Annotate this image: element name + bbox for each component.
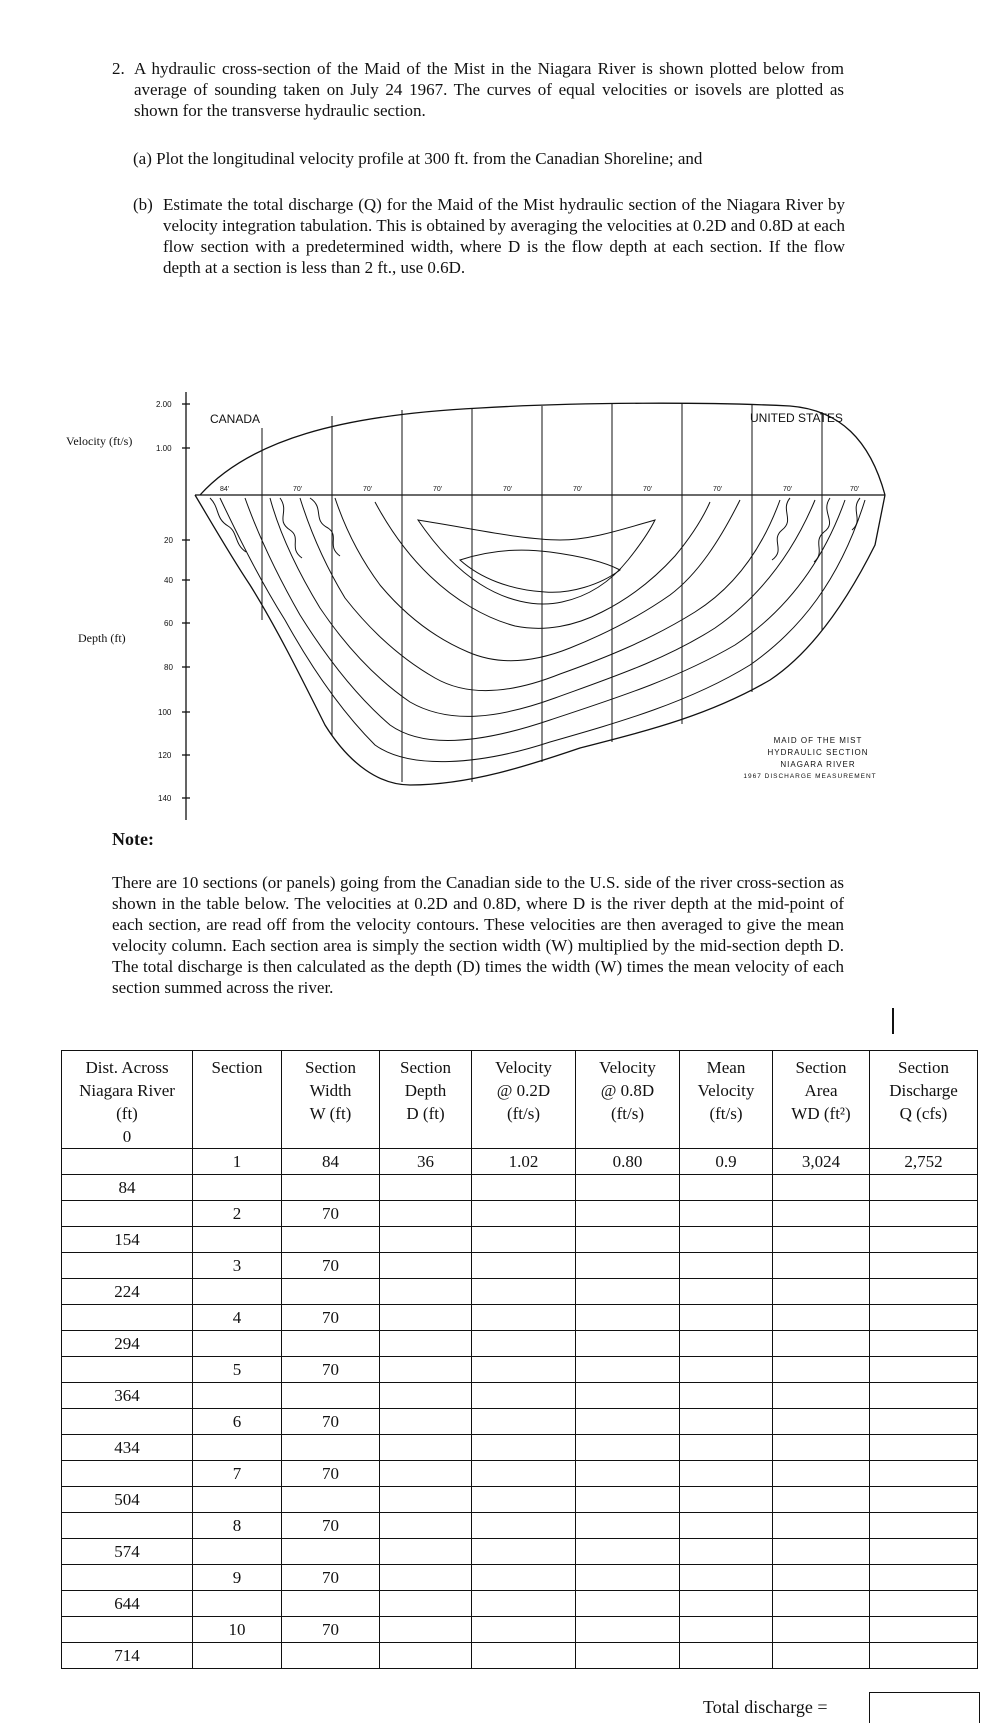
width-mark: 70'	[433, 486, 443, 493]
empty-cell[interactable]	[870, 1539, 978, 1565]
empty-cell[interactable]	[773, 1539, 870, 1565]
empty-cell[interactable]	[870, 1383, 978, 1409]
empty-cell[interactable]	[472, 1175, 576, 1201]
distance-row	[62, 1331, 978, 1357]
distance-cell: 154	[62, 1227, 193, 1253]
empty-cell[interactable]	[680, 1539, 773, 1565]
depth-tick: 20	[164, 536, 173, 545]
total-discharge-input[interactable]	[869, 1692, 980, 1723]
empty-cell[interactable]	[680, 1591, 773, 1617]
distance-cell: 434	[62, 1435, 193, 1461]
section-dividers	[262, 403, 822, 782]
caption-line: 1967 DISCHARGE MEASUREMENT	[743, 773, 877, 780]
velocity-02-cell[interactable]	[472, 1305, 576, 1331]
distance-cell-empty	[62, 1461, 193, 1487]
empty-cell[interactable]	[282, 1175, 380, 1201]
distance-cell: 504	[62, 1487, 193, 1513]
section-width-cell[interactable]: 70	[282, 1253, 380, 1279]
section-number-cell[interactable]: 10	[193, 1617, 282, 1643]
empty-cell[interactable]	[380, 1487, 472, 1513]
empty-cell[interactable]	[576, 1643, 680, 1669]
distance-cell-empty	[62, 1565, 193, 1591]
section-depth-cell[interactable]	[380, 1461, 472, 1487]
empty-cell[interactable]	[193, 1175, 282, 1201]
distance-cell: 714	[62, 1643, 193, 1669]
distance-cell-empty	[62, 1253, 193, 1279]
section-depth-cell[interactable]	[380, 1617, 472, 1643]
empty-cell[interactable]	[193, 1227, 282, 1253]
empty-cell[interactable]	[680, 1279, 773, 1305]
empty-cell[interactable]	[380, 1175, 472, 1201]
section-row	[62, 1513, 978, 1539]
question-part-b	[133, 194, 845, 278]
velocity-08-cell[interactable]	[576, 1617, 680, 1643]
section-number-cell[interactable]: 8	[193, 1513, 282, 1539]
section-width-cell[interactable]: 84	[282, 1149, 380, 1175]
section-row	[62, 1617, 978, 1643]
velocity-02-cell[interactable]	[472, 1201, 576, 1227]
empty-cell[interactable]	[380, 1643, 472, 1669]
distance-cell-empty	[62, 1513, 193, 1539]
isovel-contours	[210, 498, 865, 762]
empty-cell[interactable]	[576, 1435, 680, 1461]
canada-label: CANADA	[210, 412, 261, 426]
section-row	[62, 1409, 978, 1435]
caption-line: HYDRAULIC SECTION	[767, 748, 869, 757]
question-part-a: (a) Plot the longitudinal velocity profile at 300 ft. from the Canadian Shoreline; and	[133, 149, 703, 168]
empty-cell[interactable]	[870, 1591, 978, 1617]
section-row	[62, 1461, 978, 1487]
velocity-02-cell[interactable]	[472, 1565, 576, 1591]
distance-row	[62, 1227, 978, 1253]
header-area: Section Area WD (ft²)	[773, 1051, 870, 1149]
section-width-cell[interactable]: 70	[282, 1565, 380, 1591]
section-depth-cell[interactable]	[380, 1305, 472, 1331]
empty-cell[interactable]	[870, 1435, 978, 1461]
velocity-08-cell[interactable]	[576, 1253, 680, 1279]
velocity-08-cell[interactable]	[576, 1409, 680, 1435]
empty-cell[interactable]	[576, 1539, 680, 1565]
empty-cell[interactable]	[680, 1175, 773, 1201]
section-depth-cell[interactable]	[380, 1565, 472, 1591]
empty-cell[interactable]	[472, 1643, 576, 1669]
question-part-b-label: (b)	[133, 195, 153, 214]
distance-cell: 294	[62, 1331, 193, 1357]
section-area-cell[interactable]	[773, 1565, 870, 1591]
mean-velocity-cell[interactable]: 0.9	[680, 1149, 773, 1175]
axis-tick-labels	[156, 400, 173, 803]
velocity-tick: 1.00	[156, 444, 172, 453]
section-row	[62, 1357, 978, 1383]
hydraulic-cross-section-figure	[150, 380, 900, 820]
section-discharge-cell[interactable]	[870, 1513, 978, 1539]
empty-cell[interactable]	[870, 1643, 978, 1669]
depth-tick: 100	[158, 708, 172, 717]
mean-velocity-cell[interactable]	[680, 1253, 773, 1279]
section-discharge-cell[interactable]	[870, 1305, 978, 1331]
section-area-cell[interactable]	[773, 1253, 870, 1279]
header-width: Section Width W (ft)	[282, 1051, 380, 1149]
empty-cell[interactable]	[380, 1591, 472, 1617]
velocity-08-cell[interactable]	[576, 1305, 680, 1331]
distance-row	[62, 1487, 978, 1513]
section-area-cell[interactable]	[773, 1513, 870, 1539]
empty-cell[interactable]	[380, 1435, 472, 1461]
empty-cell[interactable]	[680, 1383, 773, 1409]
section-area-cell[interactable]: 3,024	[773, 1149, 870, 1175]
width-mark: 84'	[220, 486, 230, 493]
distance-cell: 0	[122, 1127, 132, 1146]
section-depth-cell[interactable]	[380, 1357, 472, 1383]
empty-cell[interactable]	[680, 1643, 773, 1669]
velocity-tick: 2.00	[156, 400, 172, 409]
distance-cell-empty	[62, 1409, 193, 1435]
section-row	[62, 1565, 978, 1591]
mean-velocity-cell[interactable]	[680, 1305, 773, 1331]
distance-row	[62, 1435, 978, 1461]
section-depth-cell[interactable]	[380, 1201, 472, 1227]
mean-velocity-cell[interactable]	[680, 1565, 773, 1591]
note-heading: Note:	[112, 829, 154, 849]
empty-cell[interactable]	[576, 1383, 680, 1409]
depth-tick: 140	[158, 794, 172, 803]
empty-cell[interactable]	[773, 1435, 870, 1461]
section-discharge-cell[interactable]	[870, 1461, 978, 1487]
distance-row	[62, 1591, 978, 1617]
velocity-02-cell[interactable]	[472, 1461, 576, 1487]
distance-cell-empty	[62, 1357, 193, 1383]
section-depth-cell[interactable]	[380, 1409, 472, 1435]
section-width-cell[interactable]: 70	[282, 1201, 380, 1227]
distance-row	[62, 1175, 978, 1201]
distance-row	[62, 1643, 978, 1669]
header-depth: Section Depth D (ft)	[380, 1051, 472, 1149]
section-width-cell[interactable]: 70	[282, 1617, 380, 1643]
united-states-label: UNITED STATES	[750, 411, 843, 425]
empty-cell[interactable]	[472, 1383, 576, 1409]
empty-cell[interactable]	[576, 1591, 680, 1617]
note-text: There are 10 sections (or panels) going from the Canadian side to the U.S. side of the river cross-section as shown in the table below. The velocities at 0.2D and 0.8D, where D is the river depth at the mid-point of each section, are read off from the velocity contours. These velocities are then averaged to give the mean velocity column. Each section area is simply the section width (W) multiplied by the mid-section depth D. The total discharge is then calculated as the depth (D) times the width (W) times the mean velocity of each section summed across the river.	[112, 873, 844, 997]
section-area-cell[interactable]	[773, 1201, 870, 1227]
empty-cell[interactable]	[380, 1227, 472, 1253]
caption-line: NIAGARA RIVER	[780, 760, 856, 769]
velocity-08-cell[interactable]	[576, 1357, 680, 1383]
section-width-cell[interactable]: 70	[282, 1305, 380, 1331]
empty-cell[interactable]	[282, 1331, 380, 1357]
mean-velocity-cell[interactable]	[680, 1513, 773, 1539]
width-mark: 70'	[293, 486, 303, 493]
empty-cell[interactable]	[282, 1643, 380, 1669]
question-intro	[112, 58, 844, 121]
section-row	[62, 1149, 978, 1175]
section-discharge-cell[interactable]	[870, 1617, 978, 1643]
mean-velocity-cell[interactable]	[680, 1409, 773, 1435]
distance-cell: 224	[62, 1279, 193, 1305]
section-number-cell[interactable]: 5	[193, 1357, 282, 1383]
distance-row	[62, 1279, 978, 1305]
velocity-02-cell[interactable]	[472, 1409, 576, 1435]
empty-cell[interactable]	[193, 1331, 282, 1357]
empty-cell[interactable]	[380, 1279, 472, 1305]
velocity-02-cell[interactable]	[472, 1617, 576, 1643]
velocity-08-cell[interactable]	[576, 1461, 680, 1487]
section-discharge-cell[interactable]	[870, 1409, 978, 1435]
empty-cell[interactable]	[773, 1227, 870, 1253]
section-row	[62, 1305, 978, 1331]
empty-cell[interactable]	[870, 1227, 978, 1253]
depth-tick: 40	[164, 576, 173, 585]
width-mark: 70'	[713, 486, 723, 493]
velocity-08-cell[interactable]	[576, 1565, 680, 1591]
section-depth-cell[interactable]	[380, 1513, 472, 1539]
empty-cell[interactable]	[773, 1331, 870, 1357]
section-number-cell[interactable]: 1	[193, 1149, 282, 1175]
section-discharge-cell[interactable]	[870, 1565, 978, 1591]
section-width-cell[interactable]: 70	[282, 1461, 380, 1487]
section-depth-cell[interactable]: 36	[380, 1149, 472, 1175]
distance-cell-empty	[62, 1201, 193, 1227]
empty-cell[interactable]	[380, 1539, 472, 1565]
text-cursor	[892, 1008, 894, 1034]
empty-cell[interactable]	[773, 1643, 870, 1669]
distance-cell: 364	[62, 1383, 193, 1409]
empty-cell[interactable]	[576, 1175, 680, 1201]
section-area-cell[interactable]	[773, 1305, 870, 1331]
velocity-axis-label: Velocity (ft/s)	[66, 434, 133, 448]
velocity-08-cell[interactable]	[576, 1201, 680, 1227]
question-number: 2.	[112, 59, 125, 78]
section-number-cell[interactable]: 2	[193, 1201, 282, 1227]
header-velocity-02: Velocity @ 0.2D (ft/s)	[472, 1051, 576, 1149]
section-row	[62, 1253, 978, 1279]
empty-cell[interactable]	[193, 1435, 282, 1461]
section-discharge-cell[interactable]	[870, 1201, 978, 1227]
mean-velocity-cell[interactable]	[680, 1357, 773, 1383]
depth-axis-label: Depth (ft)	[78, 631, 126, 645]
width-mark: 70'	[850, 486, 860, 493]
empty-cell[interactable]	[282, 1279, 380, 1305]
empty-cell[interactable]	[472, 1279, 576, 1305]
empty-cell[interactable]	[870, 1175, 978, 1201]
empty-cell[interactable]	[282, 1435, 380, 1461]
distance-cell-empty	[62, 1149, 193, 1175]
empty-cell[interactable]	[193, 1487, 282, 1513]
empty-cell[interactable]	[680, 1331, 773, 1357]
depth-tick: 120	[158, 751, 172, 760]
velocity-02-cell[interactable]: 1.02	[472, 1149, 576, 1175]
distance-row	[62, 1539, 978, 1565]
section-area-cell[interactable]	[773, 1617, 870, 1643]
empty-cell[interactable]	[576, 1279, 680, 1305]
empty-cell[interactable]	[870, 1487, 978, 1513]
mean-velocity-cell[interactable]	[680, 1201, 773, 1227]
velocity-08-cell[interactable]	[576, 1513, 680, 1539]
empty-cell[interactable]	[576, 1487, 680, 1513]
header-distance: Dist. Across Niagara River (ft) 0	[62, 1051, 193, 1149]
section-area-cell[interactable]	[773, 1409, 870, 1435]
empty-cell[interactable]	[680, 1487, 773, 1513]
distance-cell-empty	[62, 1305, 193, 1331]
velocity-02-cell[interactable]	[472, 1253, 576, 1279]
section-width-cell[interactable]: 70	[282, 1409, 380, 1435]
section-width-cell[interactable]: 70	[282, 1513, 380, 1539]
empty-cell[interactable]	[680, 1227, 773, 1253]
section-area-cell[interactable]	[773, 1461, 870, 1487]
distance-cell: 84	[62, 1175, 193, 1201]
empty-cell[interactable]	[680, 1435, 773, 1461]
empty-cell[interactable]	[193, 1279, 282, 1305]
empty-cell[interactable]	[193, 1643, 282, 1669]
discharge-table	[61, 1050, 978, 1669]
width-mark: 70'	[573, 486, 583, 493]
empty-cell[interactable]	[576, 1227, 680, 1253]
empty-cell[interactable]	[870, 1331, 978, 1357]
depth-tick: 80	[164, 663, 173, 672]
width-mark: 70'	[363, 486, 373, 493]
empty-cell[interactable]	[472, 1435, 576, 1461]
empty-cell[interactable]	[472, 1487, 576, 1513]
distance-cell-empty	[62, 1617, 193, 1643]
empty-cell[interactable]	[193, 1383, 282, 1409]
empty-cell[interactable]	[472, 1227, 576, 1253]
section-discharge-cell[interactable]	[870, 1357, 978, 1383]
empty-cell[interactable]	[773, 1383, 870, 1409]
total-discharge-label: Total discharge =	[703, 1697, 828, 1717]
empty-cell[interactable]	[380, 1331, 472, 1357]
caption-line: MAID OF THE MIST	[773, 736, 863, 745]
depth-tick: 60	[164, 619, 173, 628]
mean-velocity-cell[interactable]	[680, 1461, 773, 1487]
distance-cell: 574	[62, 1539, 193, 1565]
figure-caption	[743, 736, 876, 780]
width-mark: 70'	[503, 486, 513, 493]
header-section: Section	[193, 1051, 282, 1149]
header-mean-velocity: Mean Velocity (ft/s)	[680, 1051, 773, 1149]
width-mark: 70'	[643, 486, 653, 493]
header-discharge: Section Discharge Q (cfs)	[870, 1051, 978, 1149]
empty-cell[interactable]	[282, 1487, 380, 1513]
empty-cell[interactable]	[472, 1331, 576, 1357]
empty-cell[interactable]	[773, 1175, 870, 1201]
empty-cell[interactable]	[870, 1279, 978, 1305]
empty-cell[interactable]	[193, 1591, 282, 1617]
empty-cell[interactable]	[773, 1487, 870, 1513]
section-discharge-cell[interactable]: 2,752	[870, 1149, 978, 1175]
empty-cell[interactable]	[282, 1539, 380, 1565]
section-width-marks	[220, 486, 859, 493]
empty-cell[interactable]	[773, 1279, 870, 1305]
table-header-row	[62, 1051, 978, 1149]
empty-cell[interactable]	[773, 1591, 870, 1617]
section-number-cell[interactable]: 3	[193, 1253, 282, 1279]
mean-velocity-cell[interactable]	[680, 1617, 773, 1643]
empty-cell[interactable]	[282, 1591, 380, 1617]
empty-cell[interactable]	[282, 1383, 380, 1409]
distance-cell: 644	[62, 1591, 193, 1617]
section-number-cell[interactable]: 6	[193, 1409, 282, 1435]
empty-cell[interactable]	[282, 1227, 380, 1253]
empty-cell[interactable]	[380, 1383, 472, 1409]
header-velocity-08: Velocity @ 0.8D (ft/s)	[576, 1051, 680, 1149]
empty-cell[interactable]	[472, 1539, 576, 1565]
section-width-cell[interactable]: 70	[282, 1357, 380, 1383]
section-area-cell[interactable]	[773, 1357, 870, 1383]
section-row	[62, 1201, 978, 1227]
question-intro-text: A hydraulic cross-section of the Maid of the Mist in the Niagara River is shown plotted below from average of sounding taken on July 24 1967. The curves of equal velocities or isovels are plotted as shown for the transverse hydraulic section.	[134, 59, 844, 120]
velocity-08-cell[interactable]: 0.80	[576, 1149, 680, 1175]
section-depth-cell[interactable]	[380, 1253, 472, 1279]
section-discharge-cell[interactable]	[870, 1253, 978, 1279]
velocity-02-cell[interactable]	[472, 1513, 576, 1539]
section-number-cell[interactable]: 9	[193, 1565, 282, 1591]
section-number-cell[interactable]: 4	[193, 1305, 282, 1331]
empty-cell[interactable]	[576, 1331, 680, 1357]
section-number-cell[interactable]: 7	[193, 1461, 282, 1487]
empty-cell[interactable]	[193, 1539, 282, 1565]
velocity-02-cell[interactable]	[472, 1357, 576, 1383]
empty-cell[interactable]	[472, 1591, 576, 1617]
distance-row	[62, 1383, 978, 1409]
question-part-b-text: Estimate the total discharge (Q) for the Maid of the Mist hydraulic section of the Niagara River by velocity integration tabulation. This is obtained by averaging the velocities at 0.2D and 0.8D at each flow section with a predetermined width, where D is the flow depth at each section. If the flow depth at a section is less than 2 ft., use 0.6D.	[163, 195, 845, 277]
width-mark: 70'	[783, 486, 793, 493]
